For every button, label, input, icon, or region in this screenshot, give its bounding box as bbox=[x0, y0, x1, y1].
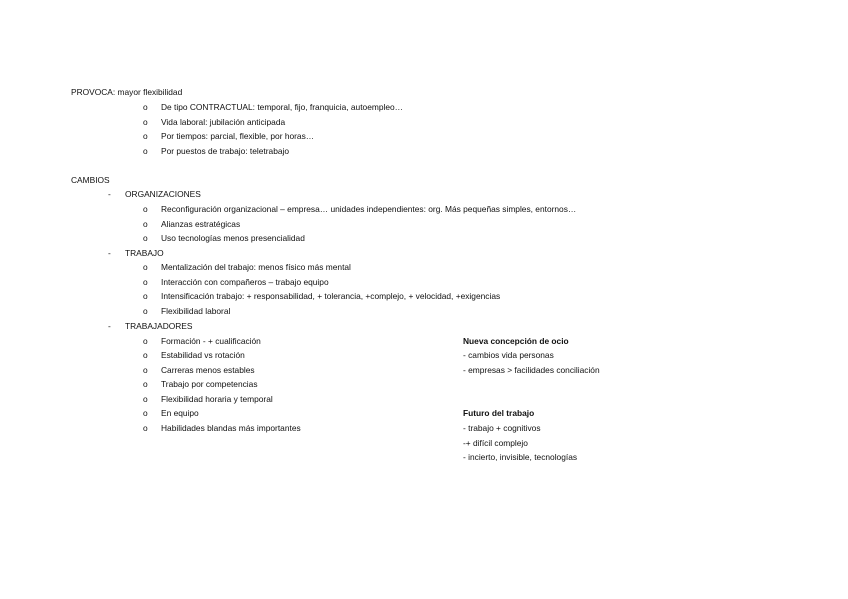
list-item-text: Formación - + cualificación bbox=[161, 336, 261, 346]
circle-bullet-icon: o bbox=[143, 131, 148, 141]
circle-bullet-icon: o bbox=[143, 306, 148, 316]
dash-bullet-icon: - bbox=[108, 321, 111, 331]
list-item-text: Estabilidad vs rotación bbox=[161, 350, 245, 360]
list-item-text: Por tiempos: parcial, flexible, por horas… bbox=[161, 131, 315, 141]
nueva-concepcion-line: - cambios vida personas bbox=[463, 350, 554, 360]
circle-bullet-icon: o bbox=[143, 233, 148, 243]
list-item-text: Vida laboral: jubilación anticipada bbox=[161, 117, 286, 127]
circle-bullet-icon: o bbox=[143, 394, 148, 404]
circle-bullet-icon: o bbox=[143, 117, 148, 127]
provoca-heading: PROVOCA: mayor flexibilidad bbox=[71, 87, 183, 97]
dash-bullet-icon: - bbox=[108, 248, 111, 258]
nueva-concepcion-title: Nueva concepción de ocio bbox=[463, 336, 569, 346]
list-item-text: Por puestos de trabajo: teletrabajo bbox=[161, 146, 290, 156]
circle-bullet-icon: o bbox=[143, 379, 148, 389]
list-item-text: Habilidades blandas más importantes bbox=[161, 423, 301, 433]
list-item-text: Alianzas estratégicas bbox=[161, 219, 241, 229]
list-item-text: De tipo CONTRACTUAL: temporal, fijo, franquicia, autoempleo… bbox=[161, 102, 404, 112]
subheading-label: ORGANIZACIONES bbox=[125, 189, 201, 199]
list-item-text: Uso tecnologías menos presencialidad bbox=[161, 233, 305, 243]
futuro-title: Futuro del trabajo bbox=[463, 408, 535, 418]
cambios-heading: CAMBIOS bbox=[71, 175, 110, 185]
subheading-label: TRABAJADORES bbox=[125, 321, 193, 331]
nueva-concepcion-line: - empresas > facilidades conciliación bbox=[463, 365, 600, 375]
circle-bullet-icon: o bbox=[143, 204, 148, 214]
list-item-text: Flexibilidad laboral bbox=[161, 306, 231, 316]
circle-bullet-icon: o bbox=[143, 365, 148, 375]
list-item-text: Trabajo por competencias bbox=[161, 379, 258, 389]
circle-bullet-icon: o bbox=[143, 291, 148, 301]
list-item-text: Intensificación trabajo: + responsabilidad, + tolerancia, +complejo, + velocidad, +exigencias bbox=[161, 291, 501, 301]
list-item-text: Carreras menos estables bbox=[161, 365, 255, 375]
circle-bullet-icon: o bbox=[143, 219, 148, 229]
futuro-line: -+ difícil complejo bbox=[463, 438, 528, 448]
circle-bullet-icon: o bbox=[143, 350, 148, 360]
subheading-label: TRABAJO bbox=[125, 248, 164, 258]
list-item-text: Interacción con compañeros – trabajo equipo bbox=[161, 277, 329, 287]
circle-bullet-icon: o bbox=[143, 262, 148, 272]
futuro-line: - incierto, invisible, tecnologías bbox=[463, 452, 578, 462]
list-item-text: Reconfiguración organizacional – empresa… unidades independientes: org. Más pequeñas simples, entornos… bbox=[161, 204, 577, 214]
futuro-line: - trabajo + cognitivos bbox=[463, 423, 541, 433]
list-item-text: Mentalización del trabajo: menos físico más mental bbox=[161, 262, 351, 272]
circle-bullet-icon: o bbox=[143, 146, 148, 156]
list-item-text: Flexibilidad horaria y temporal bbox=[161, 394, 273, 404]
circle-bullet-icon: o bbox=[143, 277, 148, 287]
circle-bullet-icon: o bbox=[143, 408, 148, 418]
circle-bullet-icon: o bbox=[143, 336, 148, 346]
list-item-text: En equipo bbox=[161, 408, 199, 418]
dash-bullet-icon: - bbox=[108, 189, 111, 199]
circle-bullet-icon: o bbox=[143, 423, 148, 433]
circle-bullet-icon: o bbox=[143, 102, 148, 112]
